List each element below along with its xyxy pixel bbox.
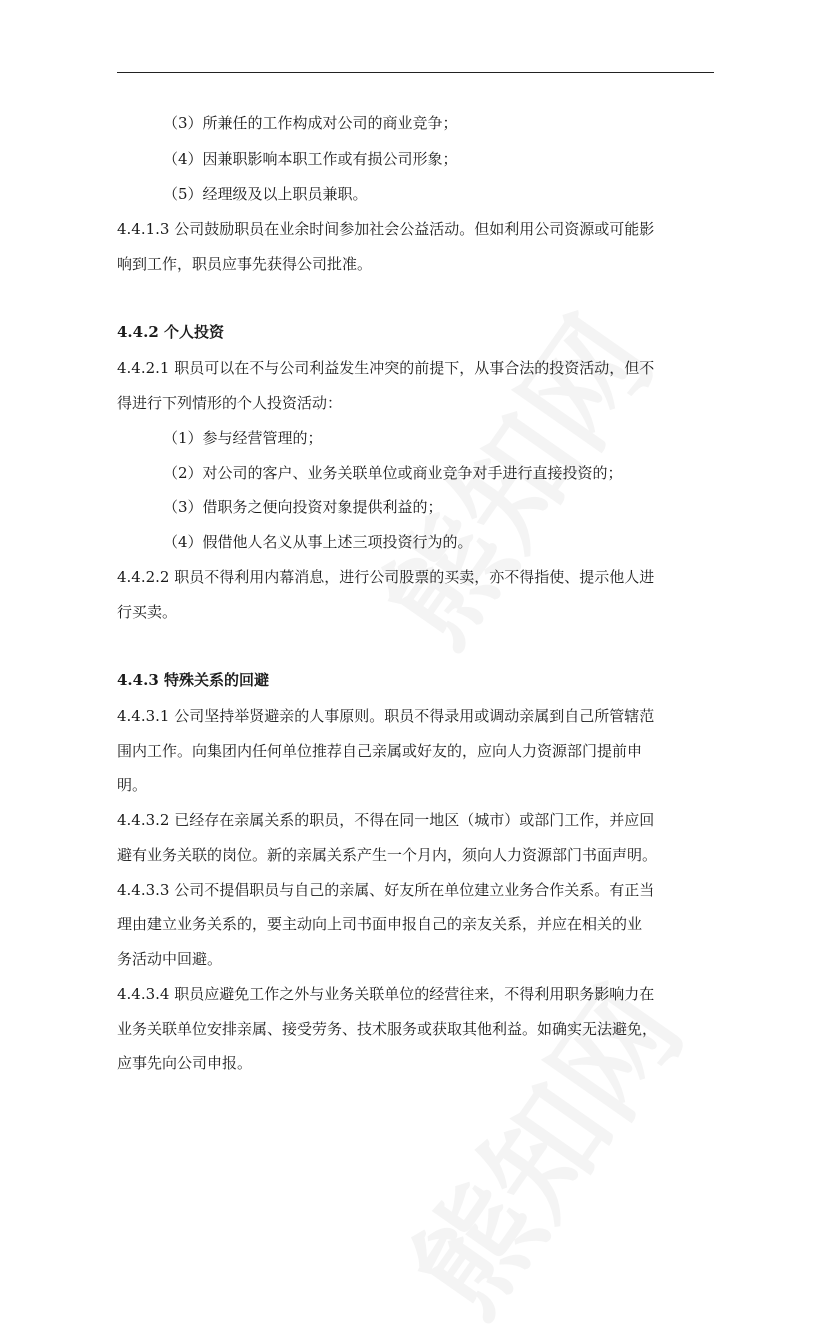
section-heading: 4.4.2 个人投资 (117, 323, 224, 341)
list-item: （3）借职务之便向投资对象提供利益的； (163, 498, 443, 516)
list-item: （3）所兼任的工作构成对公司的商业竞争； (163, 114, 458, 132)
clause-text: 避有业务关联的岗位。新的亲属关系产生一个月内，须向人力资源部门书面声明。 (117, 846, 658, 864)
clause-text: 4.4.2.2 职员不得利用内幕消息，进行公司股票的买卖，亦不得指使、提示他人进 (117, 568, 655, 586)
clause-text: 得进行下列情形的个人投资活动： (117, 394, 343, 412)
clause-text: 务活动中回避。 (117, 950, 223, 968)
list-item: （4）因兼职影响本职工作或有损公司形象； (163, 150, 458, 168)
clause-text: 4.4.3.4 职员应避免工作之外与业务关联单位的经营往来，不得利用职务影响力在 (117, 985, 655, 1003)
list-item: （4）假借他人名义从事上述三项投资行为的。 (163, 533, 473, 551)
clause-text: 4.4.3.2 已经存在亲属关系的职员，不得在同一地区（城市）或部门工作，并应回 (117, 811, 655, 829)
clause-text: 理由建立业务关系的，要主动向上司书面申报自己的亲友关系，并应在相关的业 (117, 915, 643, 933)
list-item: （1）参与经营管理的； (163, 429, 323, 447)
clause-text: 4.4.3.3 公司不提倡职员与自己的亲属、好友所在单位建立业务合作关系。有正当 (117, 881, 655, 899)
clause-text: 行买卖。 (117, 603, 178, 621)
clause-text: 业务关联单位安排亲属、接受劳务、技术服务或获取其他利益。如确实无法避免， (117, 1020, 658, 1038)
clause-text: 4.4.3.1 公司坚持举贤避亲的人事原则。职员不得录用或调动亲属到自己所管辖范 (117, 707, 655, 725)
header-rule (117, 72, 714, 73)
clause-text: 围内工作。向集团内任何单位推荐自己亲属或好友的，应向人力资源部门提前申 (117, 742, 643, 760)
clause-text: 4.4.2.1 职员可以在不与公司利益发生冲突的前提下，从事合法的投资活动，但不 (117, 359, 655, 377)
section-heading: 4.4.3 特殊关系的回避 (117, 671, 269, 689)
clause-text: 4.4.1.3 公司鼓励职员在业余时间参加社会公益活动。但如利用公司资源或可能影 (117, 220, 655, 238)
clause-text: 响到工作，职员应事先获得公司批准。 (117, 255, 373, 273)
list-item: （5）经理级及以上职员兼职。 (163, 185, 368, 203)
clause-text: 明。 (117, 776, 148, 794)
clause-text: 应事先向公司申报。 (117, 1054, 253, 1072)
list-item: （2）对公司的客户、业务关联单位或商业竞争对手进行直接投资的； (163, 464, 623, 482)
watermark (366, 949, 713, 1343)
